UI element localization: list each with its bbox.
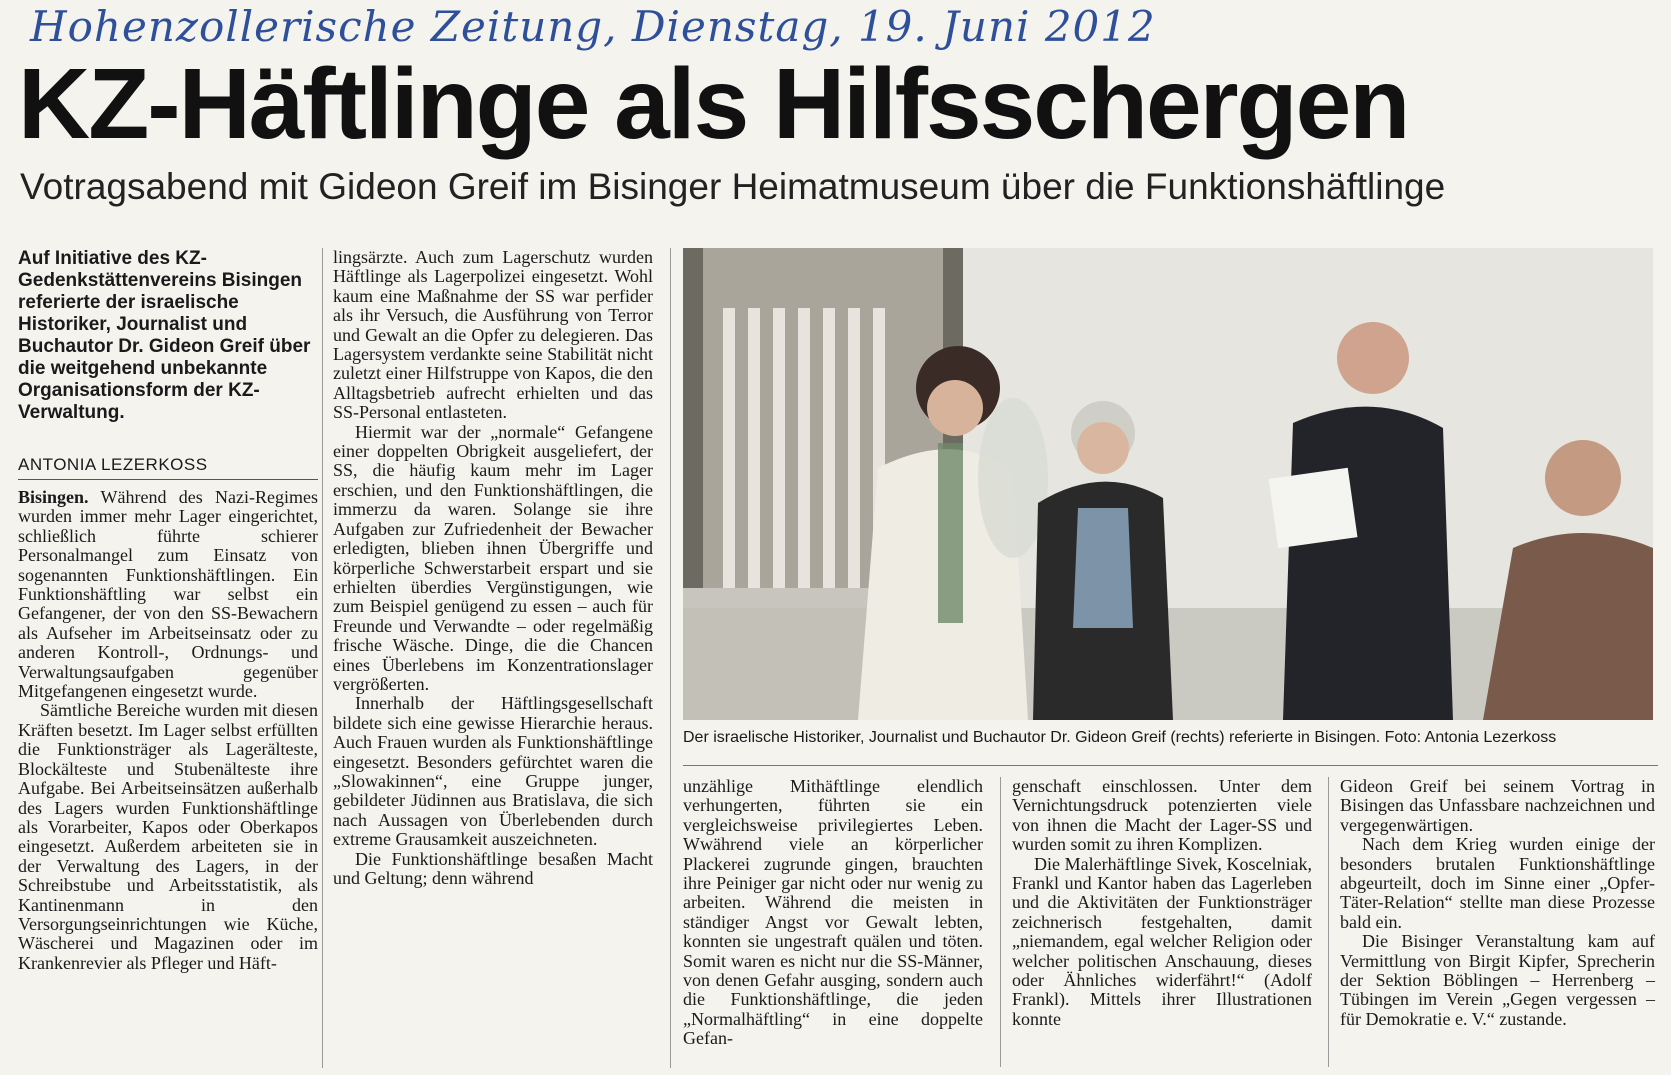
paragraph: Die Malerhäftlinge Sivek, Koscelniak, Frankl und Kantor haben das Lagerleben und die Aktivitäten der Funktionsträger zeichnerisch festgehalten, damit „niemandem, egal welcher Religion oder welcher politischen Anschauung, dieses oder Ähnliches widerfährt!“ (Adolf Frankl). Mittels ihrer Illustrationen konnte <box>1012 853 1312 1029</box>
column-divider <box>1328 777 1329 1067</box>
article-column-2 <box>333 248 653 888</box>
paragraph: Sämtliche Bereiche wurden mit diesen Kräften besetzt. Im Lager selbst erfüllten die Funktionsträger als Lagerälteste, Blockälteste und Stubenälteste ihre Aufgabe. Bei Arbeitseinsätzen außerhalb des Lagers wurden Funktionshäftlinge als Vorarbeiter, Kapos oder Oberkapos eingesetzt. Außerdem arbeiteten sie in der Verwaltung des Lagers, in der Schreibstube und Arbeitsstatistik, als Kantinenmann in den Versorgungseinrichtungen wie Küche, Wäscherei und Magazinen oder im Krankenrevier als Pfleger und Häft- <box>18 700 318 973</box>
photo-caption: Der israelische Historiker, Journalist und Buchautor Dr. Gideon Greif (rechts) referierte in Bisingen. Foto: Antonia Lezerkoss <box>683 729 1557 746</box>
article-column-5 <box>1340 777 1655 1029</box>
paragraph: Die Funktionshäftlinge besaßen Macht und Geltung; denn während <box>333 848 653 888</box>
subheadline: Votragsabend mit Gideon Greif im Bisinger Heimatmuseum über die Funktionshäftlinge <box>20 166 1446 207</box>
paragraph: genschaft einschlossen. Unter dem Vernichtungsdruck potenzierten viele von ihnen die Macht der Lager-SS und wurden somit zu ihren Komplizen. <box>1012 776 1312 855</box>
column-divider <box>670 248 671 1068</box>
handwritten-source-note: Hohenzollerische Zeitung, Dienstag, 19. Juni 2012 <box>30 2 1156 51</box>
lead-paragraph: Auf Initiative des KZ-Gedenkstättenvereins Bisingen referierte der israelische Historiker, Journalist und Buchautor Dr. Gideon Greif über die weitgehend unbekannte Organisationsform der KZ-Verwaltung. <box>18 248 311 423</box>
dateline: Bisingen. <box>18 487 89 507</box>
column-divider <box>1000 777 1001 1067</box>
paragraph-text: Während des Nazi-Regimes wurden immer mehr Lager eingerichtet, schließlich führte schierer Personalmangel zum Einsatz von sogenannten Funktionshäftlingen. Ein Funktionshäftling war selbst ein Gefangener, der von den SS-Bewachern als Aufseher im Arbeitseinsatz oder zu anderen Kontroll-, Ordnungs- und Verwaltungsaufgaben gegenüber Mitgefangenen eingesetzt wurde. <box>18 487 318 702</box>
paragraph: Nach dem Krieg wurden einige der besonders brutalen Funktionshäftlinge abgeurteilt, doch im Sinne einer „Opfer-Täter-Relation“ stellte man diese Prozesse bald ein. <box>1340 834 1655 932</box>
headline: KZ-Häftlinge als Hilfsschergen <box>18 48 1409 160</box>
paragraph: Innerhalb der Häftlingsgesellschaft bildete sich eine gewisse Hierarchie heraus. Auch Frauen wurden als Funktionshäftlinge eingesetzt. Besonders gefürchtet waren die „Slowakinnen“, eine Gruppe junger, gebildeter Jüdinnen aus Bratislava, die sich nach Aussagen von Überlebenden durch extreme Grausamkeit auszeichneten. <box>333 693 653 850</box>
event-photo <box>683 248 1653 720</box>
author-byline: ANTONIA LEZERKOSS <box>18 455 318 480</box>
paragraph: Gideon Greif bei seinem Vortrag in Bisingen das Unfassbare nachzeichnen und vergegenwärtigen. <box>1340 776 1655 835</box>
paragraph: lingsärzte. Auch zum Lagerschutz wurden Häftlinge als Lagerpolizei eingesetzt. Wohl kaum eine Maßnahme der SS war perfider als ihr Versuch, die Ausführung von Terror und Gewalt an die Opfer zu delegieren. Das Lagersystem verdankte seine Stabilität nicht zuletzt einer Hilfstruppe von Kapos, die den Alltagsbetrieb aufrecht erhielten und das SS-Personal entlasteten. <box>333 247 653 423</box>
event-photo-illustration <box>683 248 1653 720</box>
paragraph: Hiermit war der „normale“ Gefangene einer doppelten Obrigkeit ausgeliefert, der SS, die häufig kaum mehr im Lager erschien, und den Funktionshäftlingen, die immerzu da waren. Solange sie ihre Aufgaben zur Zufriedenheit der Bewacher erledigten, blieben ihnen Übergriffe und körperliche Schwerstarbeit erspart und sie erhielten überdies Vergünstigungen, wie zum Beispiel genügend zu essen – auch für Freunde und Verwandte – oder regelmäßig frische Wäsche. Dinge, die die Chancen eines Überlebens im Konzentrationslager vergrößerten. <box>333 421 653 694</box>
paragraph: unzählige Mithäftlinge elendlich verhungerten, führten sie ein vergleichsweise privilegiertes Leben. Wwährend viele an körperlicher Plackerei zugrunde gingen, brauchten ihre Peiniger gar nicht oder nur wenig zu arbeiten. Während die meisten in ständiger Angst vor Gewalt lebten, konnten sie ungestraft quälen und töten. Somit waren es nicht nur die SS-Männer, von denen Gefahr ausging, sondern auch die Funktionshäftlinge, die jeden „Normalhäftling“ in eine doppelte Gefan- <box>683 776 983 1049</box>
article-column-1 <box>18 488 318 973</box>
article-column-4 <box>1012 777 1312 1029</box>
article-column-3 <box>683 777 983 1049</box>
caption-rule <box>683 765 1658 766</box>
paragraph: Die Bisinger Veranstaltung kam auf Vermittlung von Birgit Kipfer, Sprecherin der Sektion Böblingen – Herrenberg – Tübingen im Verein „Gegen vergessen – für Demokratie e. V.“ zustande. <box>1340 931 1655 1029</box>
paragraph <box>18 488 318 701</box>
column-divider <box>322 248 323 1068</box>
